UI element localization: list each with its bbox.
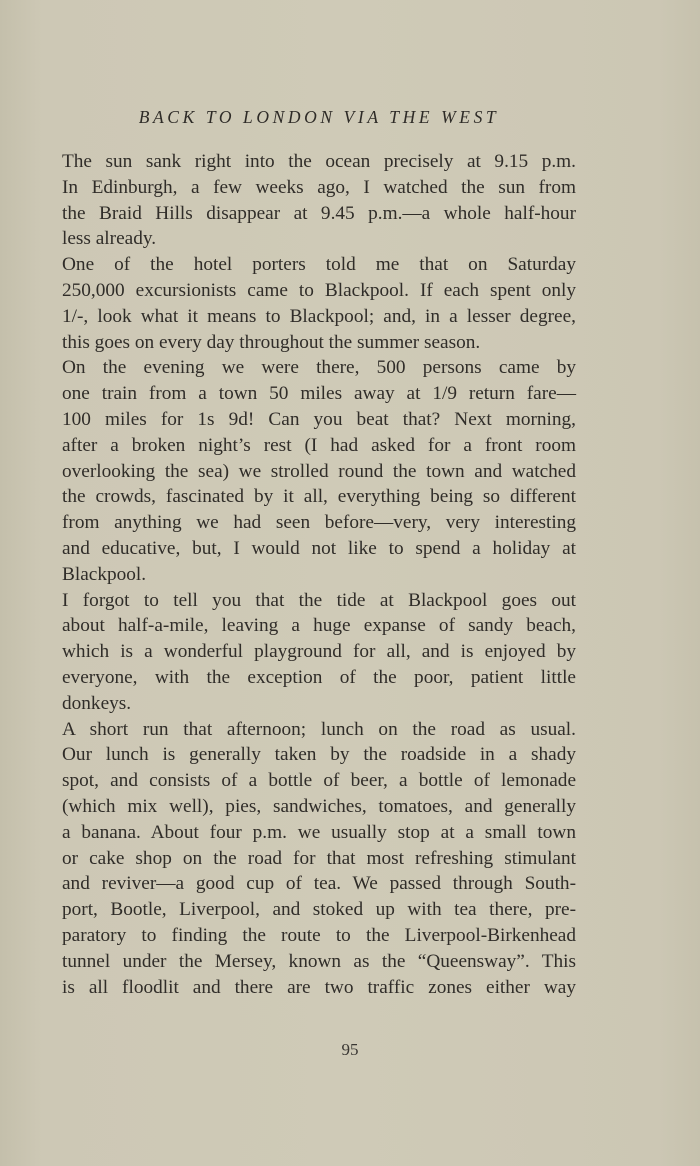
text-line: Our lunch is generally taken by the roadside in a shady bbox=[62, 744, 576, 766]
running-head: BACK TO LONDON VIA THE WEST bbox=[138, 107, 500, 127]
text-line: 1/-, look what it means to Blackpool; and, in a lesser degree, bbox=[62, 305, 576, 327]
text-line: the Braid Hills disappear at 9.45 p.m.—a whole half-hour bbox=[62, 202, 576, 224]
text-line: donkeys. bbox=[62, 692, 132, 714]
text-line: from anything we had seen before—very, very interesting bbox=[62, 512, 576, 534]
text-line: The sun sank right into the ocean precisely at 9.15 p.m. bbox=[62, 151, 576, 172]
text-line: One of the hotel porters told me that on Saturday bbox=[62, 254, 576, 276]
text-line: 250,000 excursionists came to Blackpool. If each spent only bbox=[62, 279, 576, 301]
text-line: after a broken night’s rest (I had asked for a front room bbox=[62, 434, 576, 456]
text-line: and reviver—a good cup of tea. We passed through South- bbox=[62, 873, 576, 895]
page-number: 95 bbox=[341, 1040, 359, 1059]
text-line: this goes on every day throughout the summer season. bbox=[62, 331, 481, 353]
text-line: the crowds, fascinated by it all, everything being so different bbox=[62, 486, 576, 508]
text-line: overlooking the sea) we strolled round the town and watched bbox=[62, 460, 576, 482]
body-text bbox=[62, 149, 576, 1000]
text-line: paratory to finding the route to the Liverpool-Birkenhead bbox=[62, 924, 576, 946]
text-line: In Edinburgh, a few weeks ago, I watched the sun from bbox=[62, 176, 576, 198]
text-line: A short run that afternoon; lunch on the road as usual. bbox=[62, 718, 576, 740]
text-line: one train from a town 50 miles away at 1/9 return fare— bbox=[62, 383, 576, 405]
text-line: a banana. About four p.m. we usually stop at a small town bbox=[62, 821, 576, 843]
text-line: less already. bbox=[62, 228, 157, 250]
text-line: everyone, with the exception of the poor, patient little bbox=[62, 666, 576, 688]
text-line: and educative, but, I would not like to spend a holiday at bbox=[62, 537, 576, 559]
text-line: 100 miles for 1s 9d! Can you beat that? Next morning, bbox=[62, 408, 576, 430]
text-line: On the evening we were there, 500 persons came by bbox=[62, 357, 576, 379]
text-line: spot, and consists of a bottle of beer, a bottle of lemonade bbox=[62, 770, 576, 792]
text-line: tunnel under the Mersey, known as the “Queensway”. This bbox=[62, 950, 576, 972]
text-line: or cake shop on the road for that most refreshing stimulant bbox=[62, 847, 576, 869]
text-line: (which mix well), pies, sandwiches, tomatoes, and generally bbox=[62, 795, 576, 817]
text-line: I forgot to tell you that the tide at Blackpool goes out bbox=[62, 589, 576, 611]
text-line: about half-a-mile, leaving a huge expanse of sandy beach, bbox=[62, 615, 576, 637]
text-line: Blackpool. bbox=[62, 563, 147, 585]
text-line: is all floodlit and there are two traffic zones either way bbox=[62, 976, 576, 998]
text-line: port, Bootle, Liverpool, and stoked up with tea there, pre- bbox=[62, 899, 576, 921]
text-line: which is a wonderful playground for all, and is enjoyed by bbox=[62, 641, 576, 663]
